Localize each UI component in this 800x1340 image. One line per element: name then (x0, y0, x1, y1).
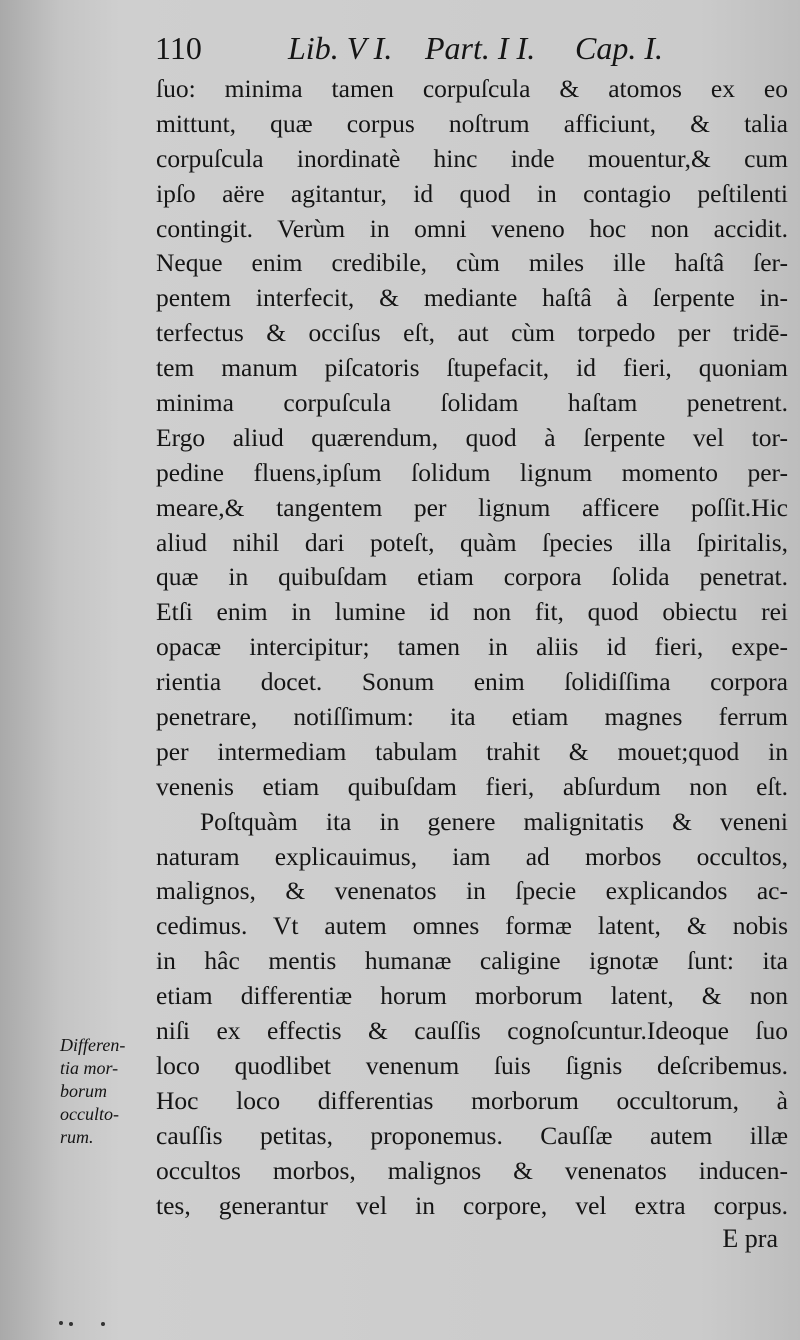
text-line: Neque enim credibile, cùm miles ille haſtâ ſer- (156, 248, 788, 278)
text-line: tes, generantur vel in corpore, vel extra corpus. (156, 1190, 788, 1220)
text-line: naturam explicauimus, iam ad morbos occultos, (156, 841, 788, 871)
text-line: per intermediam tabulam trahit & mouet;quod in (156, 736, 788, 766)
running-header (155, 26, 775, 70)
header-chapter: Cap. I. (575, 30, 663, 66)
text-line: quæ in quibuſdam etiam corpora ſolida penetrat. (156, 562, 788, 592)
text-line: contingit. Verùm in omni veneno hoc non accidit. (156, 213, 788, 243)
marginal-note (60, 1034, 155, 1149)
header-part: Part. I I. (425, 30, 536, 66)
text-line: cedimus. Vt autem omnes formæ latent, & nobis (156, 911, 788, 941)
text-line: minima corpuſcula ſolidam haſtam penetrent. (156, 388, 788, 418)
paragraph-start-line: Poſtquàm ita in genere malignitatis & veneni (200, 806, 788, 836)
text-line: Etſi enim in lumine id non fit, quod obiectu rei (156, 597, 788, 627)
text-line: opacæ intercipitur; tamen in aliis id fieri, expe- (156, 632, 788, 662)
text-line: malignos, & venenatos in ſpecie explicandos ac- (156, 876, 788, 906)
page-number: 110 (155, 30, 202, 66)
catchword: E pra (722, 1224, 778, 1253)
main-text (156, 72, 788, 1223)
ink-specks (55, 1318, 115, 1328)
text-line: tem manum piſcatoris ſtupefacit, id fieri, quoniam (156, 353, 788, 383)
text-line: loco quodlibet venenum ſuis ſignis deſcribemus. (156, 1050, 788, 1080)
text-line: occultos morbos, malignos & venenatos inducen- (156, 1155, 788, 1185)
text-line: aliud nihil dari poteſt, quàm ſpecies illa ſpiritalis, (156, 527, 788, 557)
margin-note-line: rum. (60, 1127, 94, 1147)
margin-note-line: tia mor- (60, 1058, 119, 1078)
text-line: in hâc mentis humanæ caligine ignotæ ſunt: ita (156, 946, 788, 976)
text-line: rientia docet. Sonum enim ſolidiſſima corpora (156, 667, 788, 697)
text-line: cauſſis petitas, proponemus. Cauſſæ autem illæ (156, 1120, 788, 1150)
text-line: corpuſcula inordinatè hinc inde mouentur,& cum (156, 143, 788, 173)
margin-note-line: occulto- (60, 1104, 119, 1124)
text-line: meare,& tangentem per lignum afficere poſſit.Hic (156, 492, 788, 522)
text-line: Hoc loco differentias morborum occultorum, à (156, 1085, 788, 1115)
header-book: Lib. V I. (288, 30, 393, 66)
text-line: ipſo aëre agitantur, id quod in contagio peſtilenti (156, 178, 788, 208)
text-line: penetrare, notiſſimum: ita etiam magnes ferrum (156, 702, 788, 732)
text-line: niſi ex effectis & cauſſis cognoſcuntur.Ideoque ſuo (156, 1016, 788, 1046)
text-line: Ergo aliud quærendum, quod à ſerpente vel tor- (156, 422, 788, 452)
margin-note-line: Differen- (60, 1035, 126, 1055)
text-line: venenis etiam quibuſdam fieri, abſurdum non eſt. (156, 771, 788, 801)
text-line: pedine fluens,ipſum ſolidum lignum momento per- (156, 457, 788, 487)
text-line: pentem interfecit, & mediante haſtâ à ſerpente in- (156, 283, 788, 313)
margin-note-line: borum (60, 1081, 108, 1101)
text-line: terfectus & occiſus eſt, aut cùm torpedo per tridē- (156, 318, 788, 348)
text-line: mittunt, quæ corpus noſtrum afficiunt, & talia (156, 108, 788, 138)
text-line: ſuo: minima tamen corpuſcula & atomos ex eo (156, 74, 788, 103)
text-line: etiam differentiæ horum morborum latent, & non (156, 981, 788, 1011)
